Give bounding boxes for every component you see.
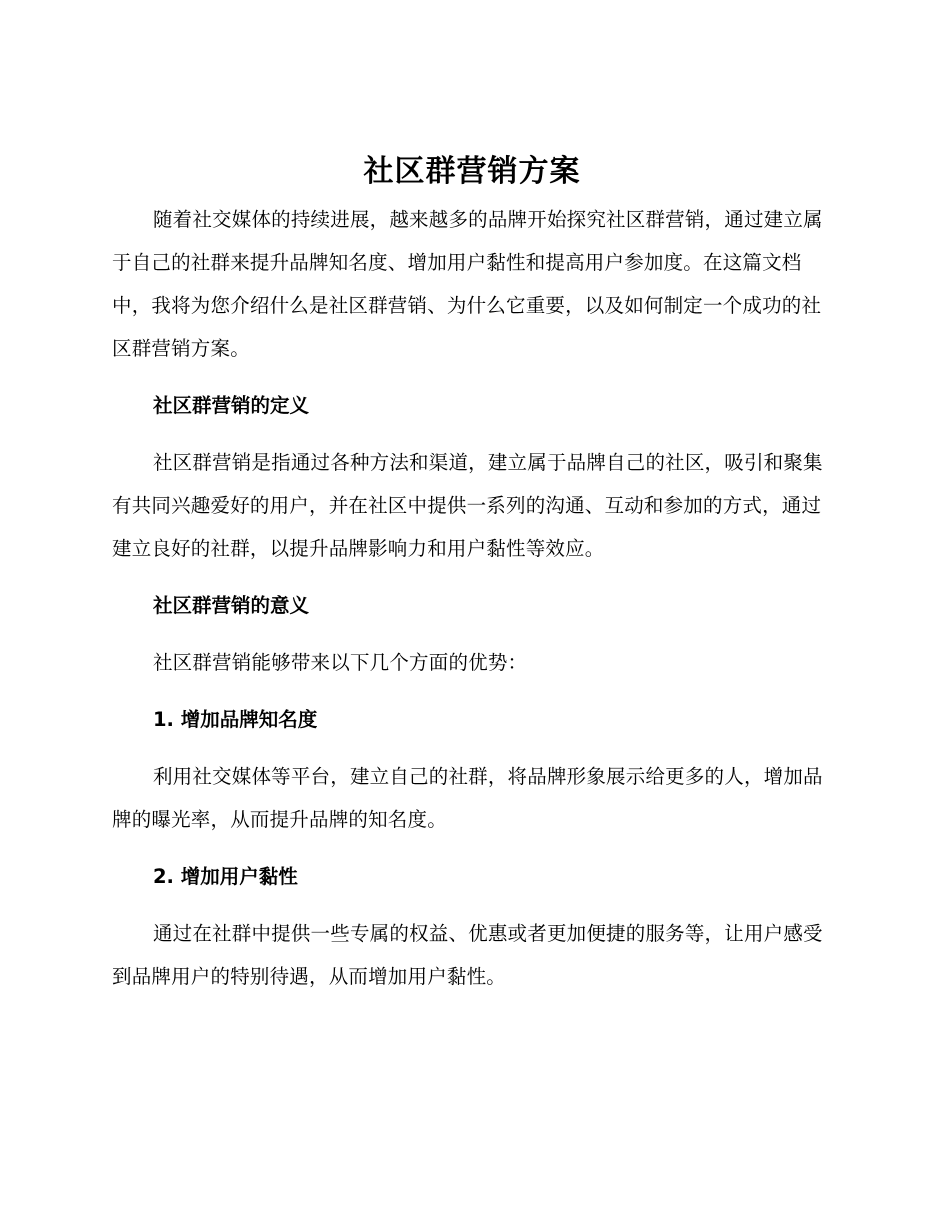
spacer <box>112 684 832 698</box>
point-heading-user-stickiness: 2. 增加用户黏性 <box>152 865 298 888</box>
spacer <box>112 427 832 441</box>
spacer <box>112 570 832 584</box>
spacer <box>112 370 832 384</box>
section-heading-significance: 社区群营销的意义 <box>152 594 309 617</box>
spacer <box>112 741 832 755</box>
brand-awareness-paragraph: 利用社交媒体等平台，建立自己的社群，将品牌形象展示给更多的人，增加品牌的曝光率，从而提升品牌的知名度。 <box>112 765 823 831</box>
significance-paragraph: 社区群营销能够带来以下几个方面的优势： <box>152 651 528 674</box>
spacer <box>112 627 832 641</box>
intro-paragraph: 随着社交媒体的持续进展，越来越多的品牌开始探究社区群营销，通过建立属于自己的社群来提升品牌知名度、增加用户黏性和提高用户参加度。在这篇文档中，我将为您介绍什么是社区群营销、为什么它重要，以及如何制定一个成功的社区群营销方案。 <box>112 208 823 360</box>
definition-paragraph: 社区群营销是指通过各种方法和渠道，建立属于品牌自己的社区，吸引和聚集有共同兴趣爱好的用户，并在社区中提供一系列的沟通、互动和参加的方式，通过建立良好的社群，以提升品牌影响力和用户黏性等效应。 <box>112 451 823 560</box>
spacer <box>112 841 832 855</box>
section-heading-definition: 社区群营销的定义 <box>152 394 309 417</box>
point-heading-brand-awareness: 1. 增加品牌知名度 <box>152 708 318 731</box>
document-page <box>112 150 832 998</box>
document-title: 社区群营销方案 <box>363 154 581 189</box>
spacer <box>112 898 832 912</box>
user-stickiness-paragraph: 通过在社群中提供一些专属的权益、优惠或者更加便捷的服务等，让用户感受到品牌用户的特别待遇，从而增加用户黏性。 <box>112 922 823 988</box>
